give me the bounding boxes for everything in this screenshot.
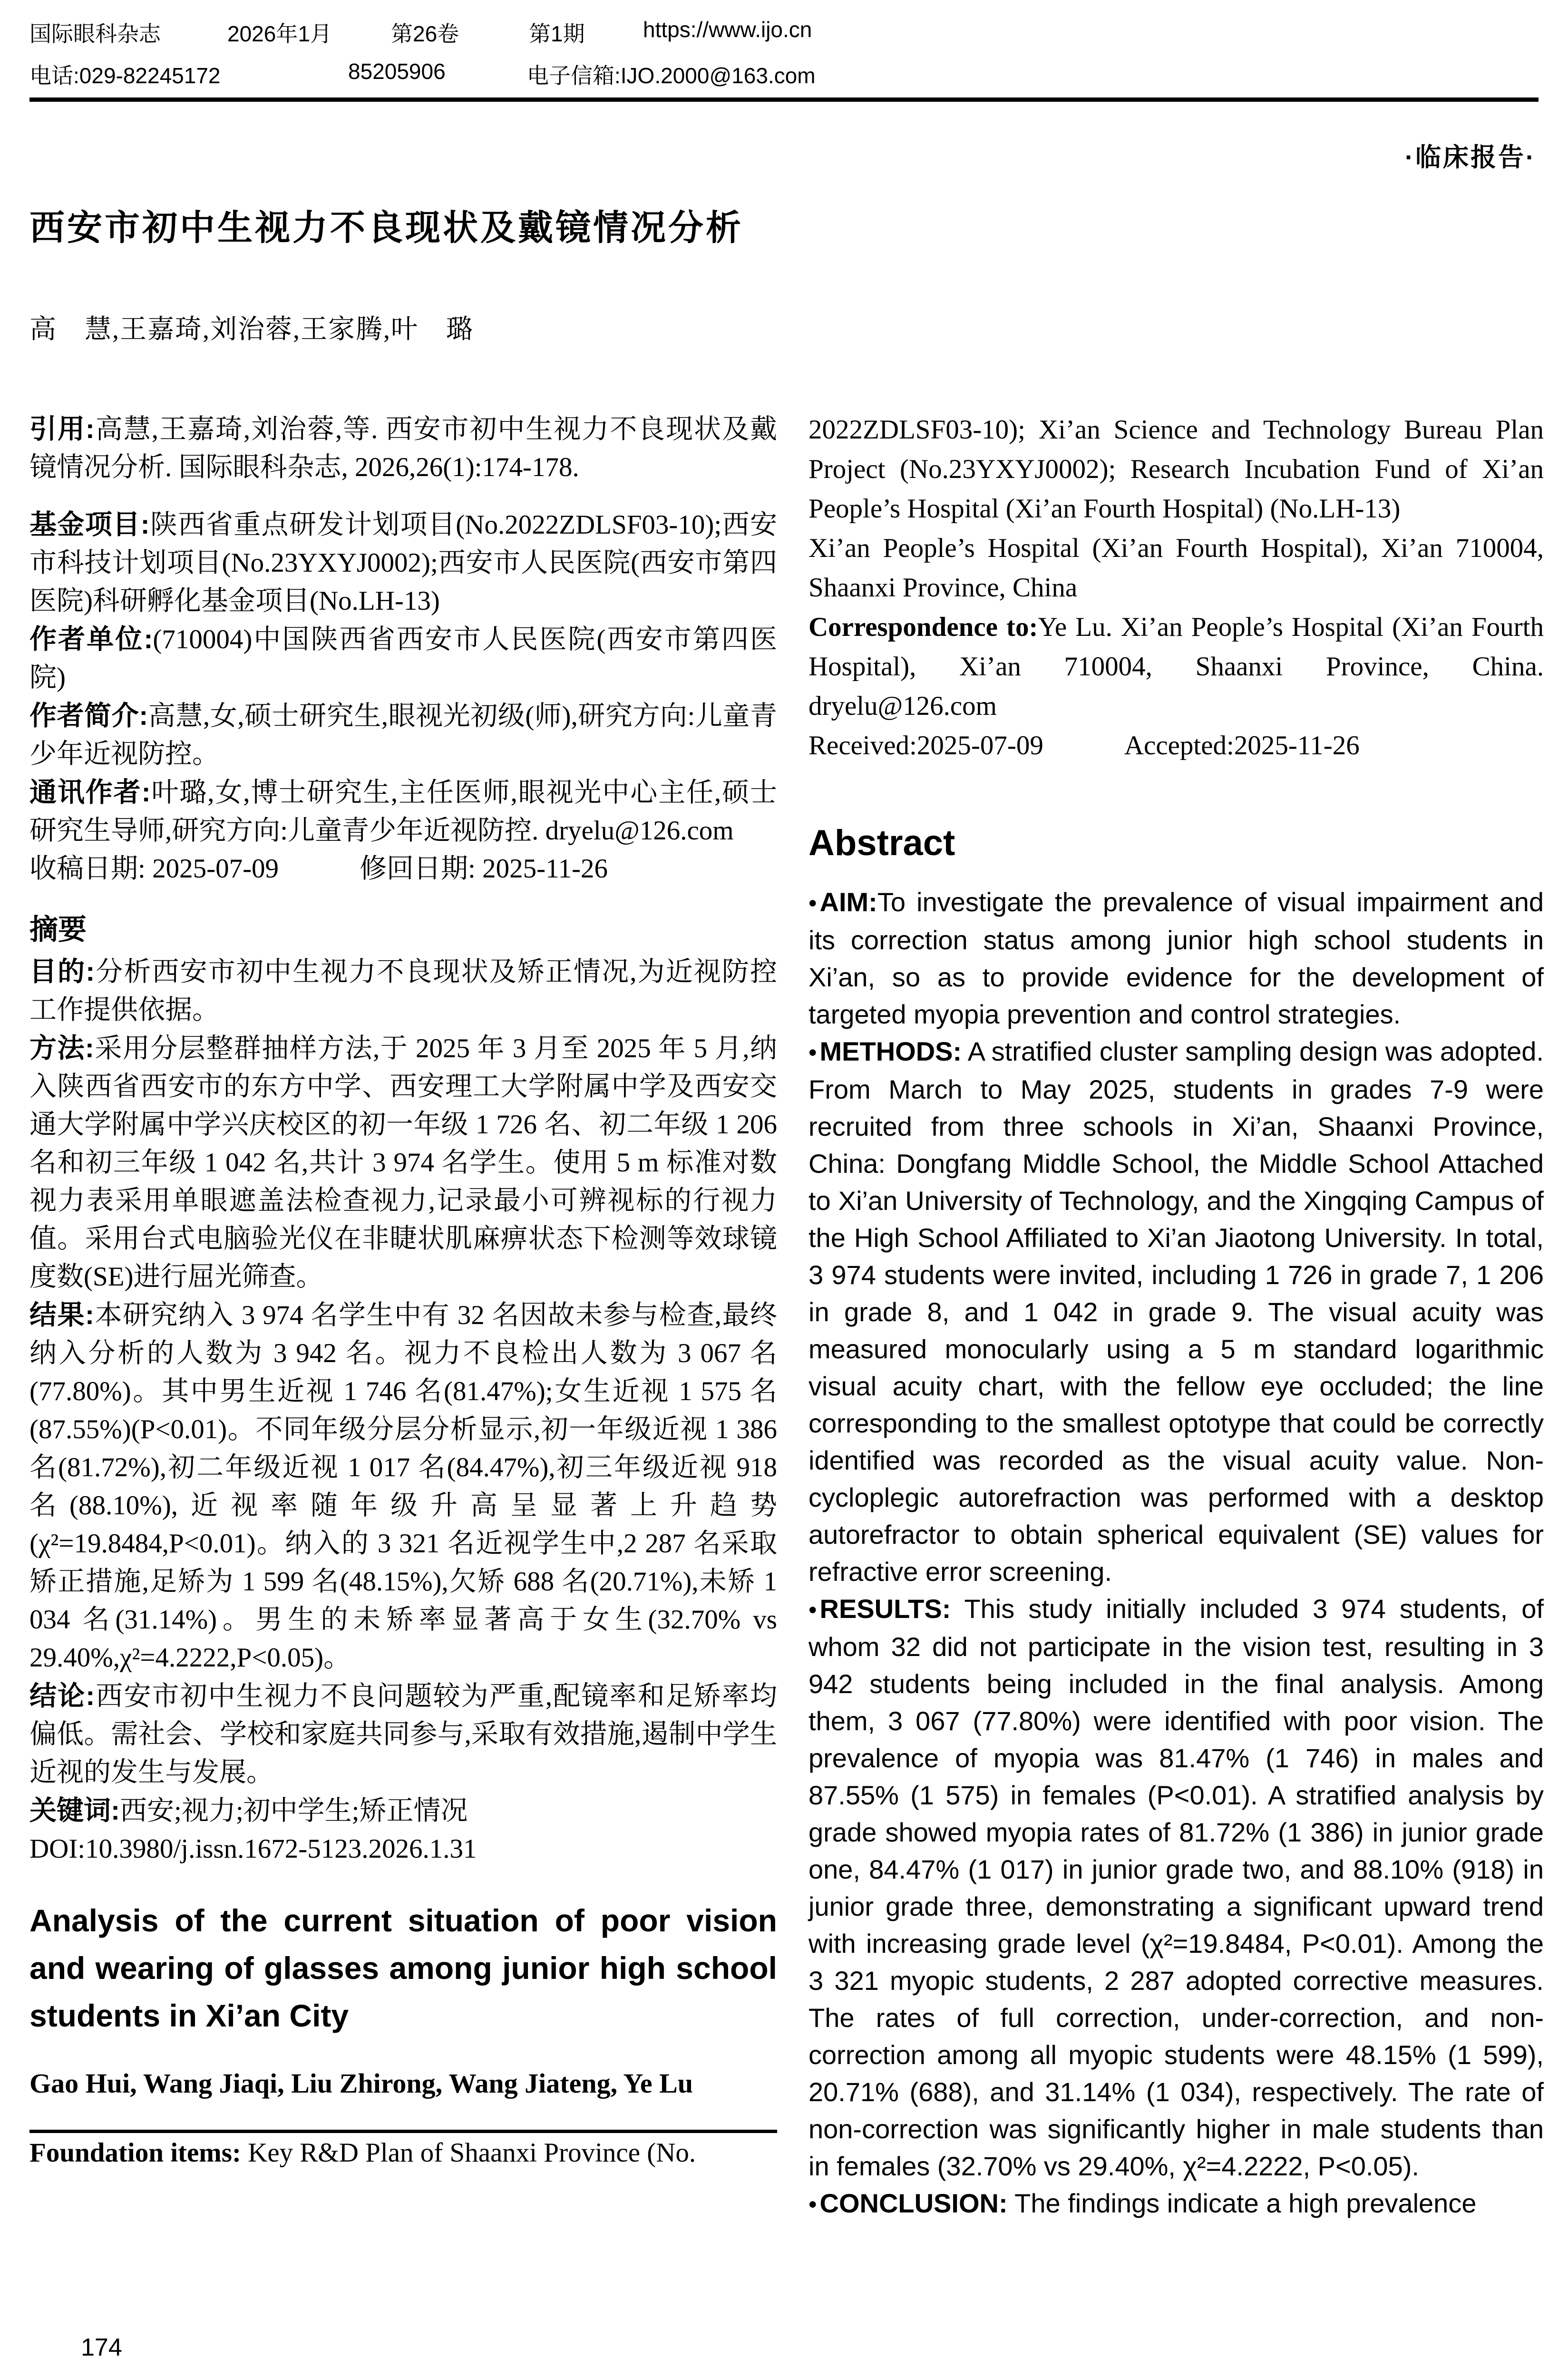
- conclusion-text-cn: 西安市初中生视力不良问题较为严重,配镜率和足矫率均偏低。需社会、学校和家庭共同参与,采取有效措施,遏制中学生近视的发生与发展。: [29, 1681, 777, 1787]
- journal-email: 电子信箱:IJO.2000@163.com: [527, 63, 816, 88]
- methods-paragraph-cn: [29, 1029, 777, 1296]
- funding-text: 陕西省重点研发计划项目(No.2022ZDLSF03-10);西安市科技计划项目(No.23YXYJ0002);西安市人民医院(西安市第四医院)科研孵化基金项目(No.LH-13): [29, 510, 777, 616]
- aim-paragraph-cn: [29, 953, 777, 1029]
- doi-text: 10.3980/j.issn.1672-5123.2026.1.31: [85, 1834, 477, 1864]
- abstract-heading-en: Abstract: [808, 823, 955, 863]
- doi-line: [29, 1830, 777, 1868]
- journal-volume: 第26卷: [391, 21, 459, 46]
- article-type-label: ·临床报告·: [1405, 143, 1536, 172]
- conclusion-label-en: CONCLUSION:: [819, 2188, 1008, 2218]
- bullet-icon: •: [808, 1597, 817, 1623]
- keywords-paragraph: [29, 1792, 777, 1830]
- journal-phone2: 85205906: [348, 59, 446, 84]
- article-title-cn: 西安市初中生视力不良现状及戴镜情况分析: [29, 208, 743, 247]
- journal-name: 国际眼科杂志: [29, 21, 161, 46]
- journal-issue: 第1期: [529, 21, 585, 46]
- affiliation-paragraph: [29, 620, 777, 697]
- received-date-en: Received:2025-07-09: [808, 731, 1043, 760]
- journal-date: 2026年1月: [227, 21, 332, 46]
- dates-line-en: [808, 726, 1544, 765]
- author-bio-paragraph: [29, 697, 777, 773]
- funding-label: 基金项目:: [29, 509, 150, 540]
- affiliation-label: 作者单位:: [29, 624, 153, 654]
- doi-label: DOI:: [29, 1834, 86, 1864]
- right-column: [808, 410, 1544, 2223]
- conclusion-paragraph-cn: [29, 1677, 777, 1792]
- conclusion-paragraph-en: [808, 2185, 1544, 2223]
- revised-date-cn: 修回日期: 2025-11-26: [360, 854, 608, 884]
- foundation-text: Key R&D Plan of Shaanxi Province (No.: [248, 2138, 696, 2168]
- funding-paragraph: [29, 506, 777, 620]
- methods-text-cn: 采用分层整群抽样方法,于 2025 年 3 月至 2025 年 5 月,纳入陕西省西安市的东方中学、西安理工大学附属中学及西安交通大学附属中学兴庆校区的初一年级 1 726 名、初二年级 1 206 名和初三年级 1 042 名,共计 3 974 名学生。使用 5 m 标准对数视力表采用单眼遮盖法检查视力,记录最小可辨视标的行视力值。采用台式电脑验光仪在非睫状肌麻痹状态下检测等效球镜度数(SE)进行屈光筛查。: [29, 1033, 778, 1292]
- results-paragraph-en: [808, 1590, 1544, 2185]
- corresponding-author-text: 叶璐,女,博士研究生,主任医师,眼视光中心主任,硕士研究生导师,研究方向:儿童青少年近视防控. dryelu@126.com: [29, 778, 778, 846]
- affiliation-text: (710004)中国陕西省西安市人民医院(西安市第四医院): [29, 624, 777, 692]
- citation-label: 引用:: [29, 414, 95, 444]
- results-label-cn: 结果:: [29, 1300, 95, 1330]
- bullet-icon: •: [808, 1039, 817, 1066]
- methods-paragraph-en: [808, 1033, 1544, 1590]
- funding-continued-paragraph: 2022ZDLSF03-10); Xi’an Science and Technology Bureau Plan Project (No.23YXYJ0002); Research Incubation Fund of Xi’an People’s Hospital (Xi’an Fourth Hospital) (No.LH-13): [808, 415, 1544, 524]
- received-date-cn: 收稿日期: 2025-07-09: [29, 854, 279, 884]
- left-column-divider: [29, 2130, 777, 2133]
- page-number: 174: [81, 2334, 122, 2361]
- authors-en: Gao Hui, Wang Jiaqi, Liu Zhirong, Wang Jiateng, Ye Lu: [29, 2068, 693, 2099]
- citation-text: 高慧,王嘉琦,刘治蓉,等. 西安市初中生视力不良现状及戴镜情况分析. 国际眼科杂志, 2026,26(1):174-178.: [29, 414, 778, 482]
- aim-text-cn: 分析西安市初中生视力不良现状及矫正情况,为近视防控工作提供依据。: [29, 957, 777, 1025]
- correspondence-text: Ye Lu. Xi’an People’s Hospital (Xi’an Fourth Hospital), Xi’an 710004, Shaanxi Province, China. dryelu@126.com: [808, 612, 1544, 721]
- bullet-icon: •: [808, 2191, 817, 2218]
- conclusion-label-cn: 结论:: [29, 1681, 95, 1711]
- journal-url: https://www.ijo.cn: [643, 17, 812, 42]
- citation-paragraph: [29, 410, 777, 487]
- dates-line-cn: [29, 850, 777, 888]
- accepted-date-en: Accepted:2025-11-26: [1124, 731, 1360, 760]
- left-column: [29, 410, 777, 2172]
- author-bio-text: 高慧,女,硕士研究生,眼视光初级(师),研究方向:儿童青少年近视防控。: [29, 701, 777, 769]
- aim-paragraph-en: [808, 884, 1544, 1033]
- aim-label-en: AIM:: [819, 887, 877, 917]
- foundation-items-paragraph: [29, 2133, 777, 2172]
- authors-cn: 高 慧,王嘉琦,刘治蓉,王家腾,叶 璐: [29, 315, 474, 344]
- methods-text-en: A stratified cluster sampling design was adopted. From March to May 2025, students in grades 7-9 were recruited from three schools in Xi’an, Shaanxi Province, China: Dongfang Middle School, the Middle School Attached to Xi’an University of Technology, and the Xingqing Campus of the High School Affiliated to Xi’an Jiaotong University. In total, 3 974 students were invited, including 1 726 in grade 7, 1 206 in grade 8, and 1 042 in grade 9. The visual acuity was measured monocularly using a 5 m standard logarithmic visual acuity chart, with the fellow eye occluded; the line corresponding to the smallest optotype that could be correctly identified was recorded as the visual acuity value. Non-cycloplegic autorefraction was performed with a desktop autorefractor to obtain spherical equivalent (SE) values for refractive error screening.: [808, 1036, 1544, 1587]
- abstract-heading-cn: 摘要: [29, 914, 87, 945]
- author-bio-label: 作者简介:: [29, 701, 148, 731]
- correspondence-paragraph: [808, 607, 1544, 726]
- results-paragraph-cn: [29, 1296, 777, 1677]
- corresponding-author-paragraph: [29, 773, 777, 850]
- keywords-text: 西安;视力;初中学生;矫正情况: [119, 1796, 468, 1826]
- foundation-label: Foundation items:: [29, 2138, 241, 2168]
- correspondence-label: Correspondence to:: [808, 612, 1038, 642]
- results-text-en: This study initially included 3 974 students, of whom 32 did not participate in the vision test, resulting in 3 942 students being included in the final analysis. Among them, 3 067 (77.80%) were identified with poor vision. The prevalence of myopia was 81.47% (1 746) in males and 87.55% (1 575) in females (P<0.01). A stratified analysis by grade showed myopia rates of 81.72% (1 386) in junior grade one, 84.47% (1 017) in junior grade two, and 88.10% (918) in junior grade three, demonstrating a significant upward trend with increasing grade level (χ²=19.8484, P<0.01). Among the 3 321 myopic students, 2 287 adopted corrective measures. The rates of full correction, under-correction, and non-correction among all myopic students were 48.15% (1 599), 20.71% (688), and 31.14% (1 034), respectively. The rate of non-correction was significantly higher in male students than in females (32.70% vs 29.40%, χ²=4.2222, P<0.05).: [808, 1594, 1544, 2181]
- results-text-cn: 本研究纳入 3 974 名学生中有 32 名因故未参与检查,最终纳入分析的人数为 3 942 名。视力不良检出人数为 3 067 名(77.80%)。其中男生近视 1 746 名(81.47%);女生近视 1 575 名(87.55%)(P<0.01)。不同年级分层分析显示,初一年级近视 1 386 名(81.72%),初二年级近视 1 017 名(84.47%),初三年级近视 918 名(88.10%),近视率随年级升高呈显著上升趋势(χ²=19.8484,P<0.01)。纳入的 3 321 名近视学生中,2 287 名采取矫正措施,足矫为 1 599 名(48.15%),欠矫 688 名(20.71%),未矫 1 034 名(31.14%)。男生的未矫率显著高于女生(32.70% vs 29.40%,χ²=4.2222,P<0.05)。: [29, 1300, 778, 1673]
- aim-text-en: To investigate the prevalence of visual impairment and its correction status among junior high school students in Xi’an, so as to provide evidence for the development of targeted myopia prevention and control strategies.: [808, 887, 1544, 1029]
- results-label-en: RESULTS:: [819, 1594, 951, 1624]
- article-title-en: Analysis of the current situation of poor vision and wearing of glasses among junior high school students in Xi’an City: [29, 1903, 777, 2033]
- conclusion-text-en: The findings indicate a high prevalence: [1014, 2188, 1477, 2218]
- affiliation-en-paragraph: Xi’an People’s Hospital (Xi’an Fourth Hospital), Xi’an 710004, Shaanxi Province, China: [808, 533, 1544, 603]
- methods-label-en: METHODS:: [819, 1036, 962, 1066]
- methods-label-cn: 方法:: [29, 1033, 94, 1063]
- keywords-label: 关键词:: [29, 1795, 120, 1826]
- corresponding-author-label: 通讯作者:: [29, 777, 151, 808]
- aim-label-cn: 目的:: [29, 956, 95, 987]
- bullet-icon: •: [808, 890, 817, 916]
- journal-phone: 电话:029-82245172: [29, 63, 221, 88]
- header-divider: [29, 97, 1539, 102]
